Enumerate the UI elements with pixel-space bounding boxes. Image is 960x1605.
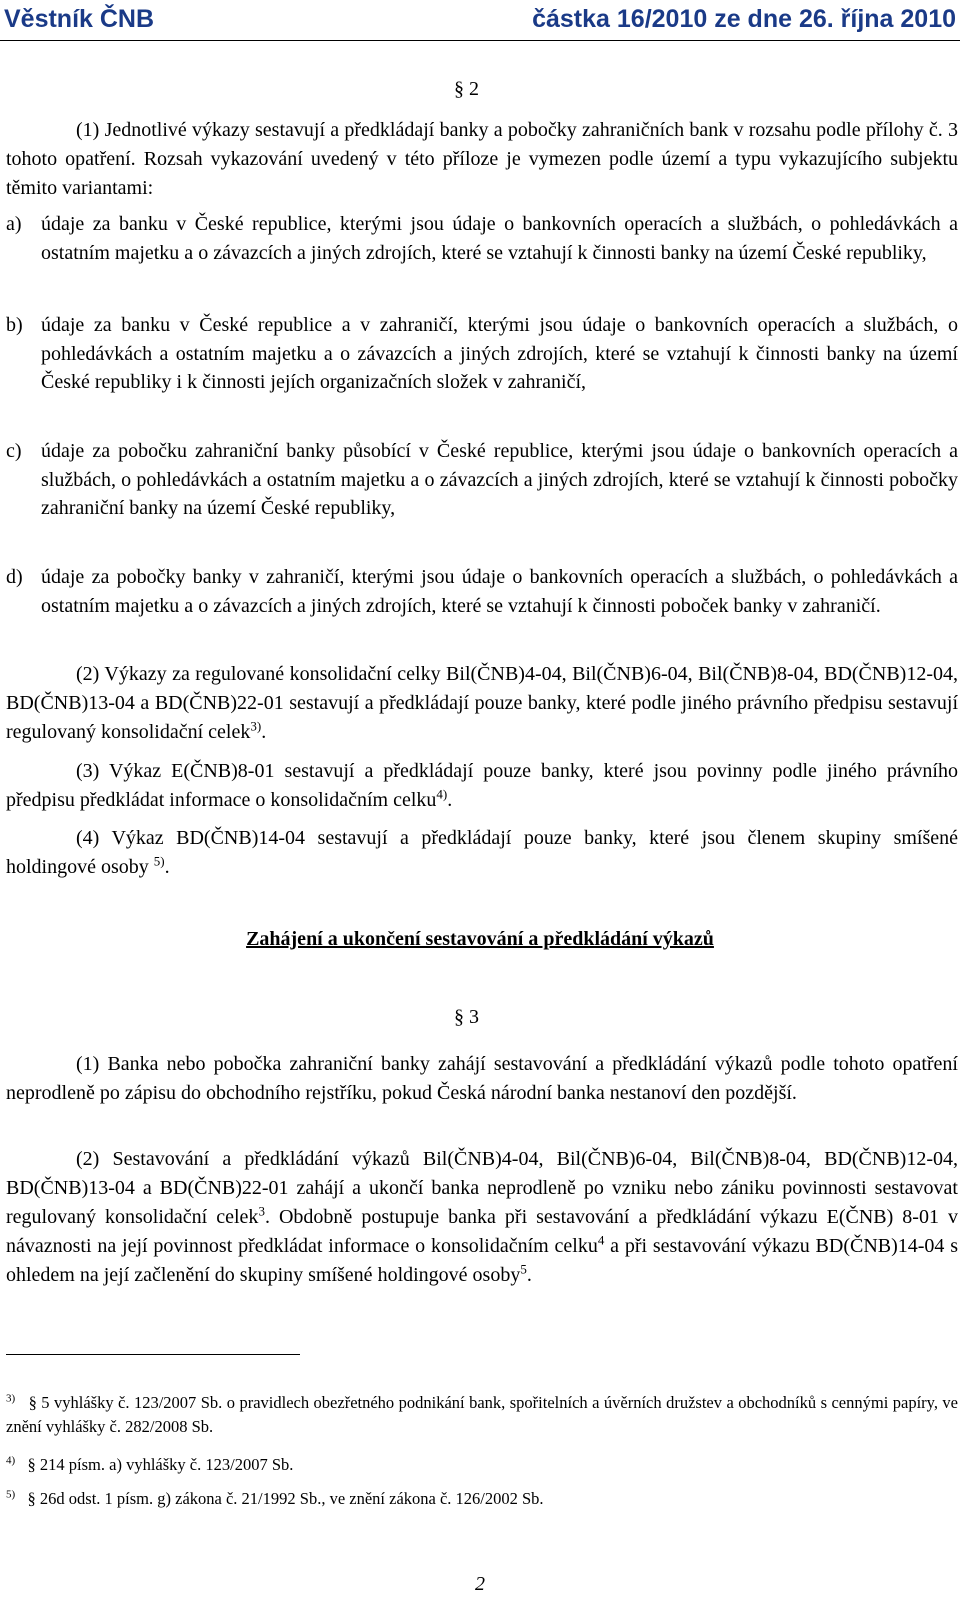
footnote-ref-3: 3) (250, 718, 262, 734)
section3-paragraph-2-text-b: . Obdobně postupuje banka při sestavování a předkládání výkazu E(ČNB) 8-01 v návaznosti na její povinnost předkládat informace o konsolidačním celku (6, 1206, 958, 1257)
publication-title: Věstník ČNB (4, 5, 155, 33)
list-item-letter: c) (6, 440, 22, 462)
section3-paragraph-2: (2) Sestavování a předkládání výkazů Bil(ČNB)4-04, Bil(ČNB)6-04, Bil(ČNB)8-04, BD(ČNB)12-04, BD(ČNB)13-04 a BD(ČNB)22-01 zahájí a ukončí banka neprodleně po vzniku nebo zániku povinnosti sestavovat regulovaný konsolidační celek$^3$. Obdobně postupuje banka při sestavování a předkládání výkazu E(ČNB) 8-01 v návaznosti na její povinnost předkládat informace o konsolidačním celku$^4$ a při sestavování výkazu BD(ČNB)14-04 s ohledem na její začlenění do skupiny smíšené holdingové osoby$^5$. (6, 1148, 959, 1286)
section-heading: Zahájení a ukončení sestavování a předkládání výkazů (246, 928, 714, 950)
footnote-ref-3: 3 (258, 1203, 265, 1219)
footnote-5 (6, 1487, 958, 1511)
footnote-ref-4: 4 (597, 1232, 605, 1248)
list-item-text: údaje za banku v České republice a v zahraničí, kterými jsou údaje o bankovních operacích a službách, o pohledávkách a ostatním majetku a o závazcích a jiných zdrojích, které se vztahují k činnosti banky na území České republiky i k činnosti jejích organizačních složek v zahraničí, (41, 314, 958, 393)
section2-paragraph-1-text: (1) Jednotlivé výkazy sestavují a předkládají banky a pobočky zahraničních bank v rozsahu podle přílohy č. 3 tohoto opatření. Rozsah vykazování uvedený v této příloze je vymezen podle území a typu vykazujícího subjektu těmito variantami: (6, 119, 958, 199)
footnote-ref-4: 4) (436, 786, 448, 802)
footnote-divider (6, 1354, 300, 1355)
section3-paragraph-1 (6, 1050, 958, 1108)
footnote-3 (6, 1391, 958, 1439)
section3-paragraph-1-text: (1) Banka nebo pobočka zahraniční banky zahájí sestavování a předkládání výkazů podle tohoto opatření neprodleně po zápisu do obchodního rejstříku, pokud Česká národní banka nestanoví den pozdější. (6, 1053, 958, 1104)
page-number: 2 (475, 1573, 485, 1595)
section3-paragraph-2-text-c: a při sestavování výkazu BD(ČNB)14-04 s ohledem na její začlenění do skupiny smíšené holdingové osoby (6, 1235, 959, 1286)
footnote-4 (6, 1453, 958, 1477)
footnote-marker: 5) (6, 1488, 16, 1501)
section-mark-2: § 2 (454, 78, 479, 100)
list-item-text: údaje za pobočku zahraniční banky působící v České republice, kterými jsou údaje o bankovních operacích a službách, o pohledávkách a ostatním majetku a o závazcích a jiných zdrojích, které se vztahují k činnosti pobočky zahraniční banky na území České republiky, (41, 440, 958, 519)
list-item-text: údaje za pobočky banky v zahraničí, kterými jsou údaje o bankovních operacích a službách, o pohledávkách a ostatním majetku a o závazcích a jiných zdrojích, které se vztahují k činnosti poboček banky v zahraničí. (41, 566, 958, 617)
section2-paragraph-3-text: (3) Výkaz E(ČNB)8-01 sestavují a předkládají pouze banky, které jsou povinny podle jiného právního předpisu předkládat informace o konsolidačním celku (6, 760, 958, 811)
footnote-text: § 214 písm. a) vyhlášky č. 123/2007 Sb. (27, 1455, 294, 1474)
section2-paragraph-1 (6, 116, 958, 203)
footnote-ref-5: 5 (520, 1261, 527, 1277)
section2-paragraph-4: (4) Výkaz BD(ČNB)14-04 sestavují a předkládají pouze banky, které jsou členem skupiny smíšené holdingové osoby $^{5)}$. (6, 827, 958, 878)
list-item-text: údaje za banku v České republice, kterými jsou údaje o bankovních operacích a službách, o pohledávkách a ostatním majetku a o závazcích a jiných zdrojích, které se vztahují k činnosti banky na území České republiky, (41, 213, 958, 264)
section2-paragraph-3: (3) Výkaz E(ČNB)8-01 sestavují a předkládají pouze banky, které jsou povinny podle jiného právního předpisu předkládat informace o konsolidačním celku$^{4)}$. (6, 760, 958, 811)
list-item-letter: b) (6, 314, 23, 336)
list-item-a (6, 210, 958, 267)
footnote-marker: 3) (6, 1392, 16, 1405)
list-item-letter: d) (6, 566, 23, 588)
list-item-b (6, 311, 958, 397)
section3-paragraph-2-text-a: (2) Sestavování a předkládání výkazů Bil(ČNB)4-04, Bil(ČNB)6-04, Bil(ČNB)8-04, BD(ČNB)12-04, BD(ČNB)13-04 a BD(ČNB)22-01 zahájí a ukončí banka neprodleně po vzniku nebo zániku povinnosti sestavovat regulovaný konsolidační celek (6, 1148, 958, 1228)
issue-info: částka 16/2010 ze dne 26. října 2010 (532, 5, 956, 33)
footnote-ref-5: 5) (153, 853, 165, 869)
section2-paragraph-2: (2) Výkazy za regulované konsolidační celky Bil(ČNB)4-04, Bil(ČNB)6-04, Bil(ČNB)8-04, BD(ČNB)12-04, BD(ČNB)13-04 a BD(ČNB)22-01 sestavují a předkládají pouze banky, které podle jiného právního předpisu sestavují regulovaný konsolidační celek$^{3)}$. (6, 663, 958, 743)
section-mark-3: § 3 (454, 1006, 479, 1028)
footnote-text: § 5 vyhlášky č. 123/2007 Sb. o pravidlech obezřetného podnikání bank, spořitelních a úvěrních družstev a obchodníků s cennými papíry, ve znění vyhlášky č. 282/2008 Sb. (6, 1393, 959, 1436)
list-item-c (6, 437, 958, 523)
section2-paragraph-4-text: (4) Výkaz BD(ČNB)14-04 sestavují a předkládají pouze banky, které jsou členem skupiny smíšené holdingové osoby (6, 827, 958, 878)
list-item-d (6, 563, 958, 620)
list-item-letter: a) (6, 213, 22, 235)
page-header (0, 0, 960, 41)
footnote-marker: 4) (6, 1454, 16, 1467)
footnote-text: § 26d odst. 1 písm. g) zákona č. 21/1992 Sb., ve znění zákona č. 126/2002 Sb. (27, 1489, 544, 1508)
section2-paragraph-2-text: (2) Výkazy za regulované konsolidační celky Bil(ČNB)4-04, Bil(ČNB)6-04, Bil(ČNB)8-04, BD(ČNB)12-04, BD(ČNB)13-04 a BD(ČNB)22-01 sestavují a předkládají pouze banky, které podle jiného právního předpisu sestavují regulovaný konsolidační celek (6, 663, 958, 743)
